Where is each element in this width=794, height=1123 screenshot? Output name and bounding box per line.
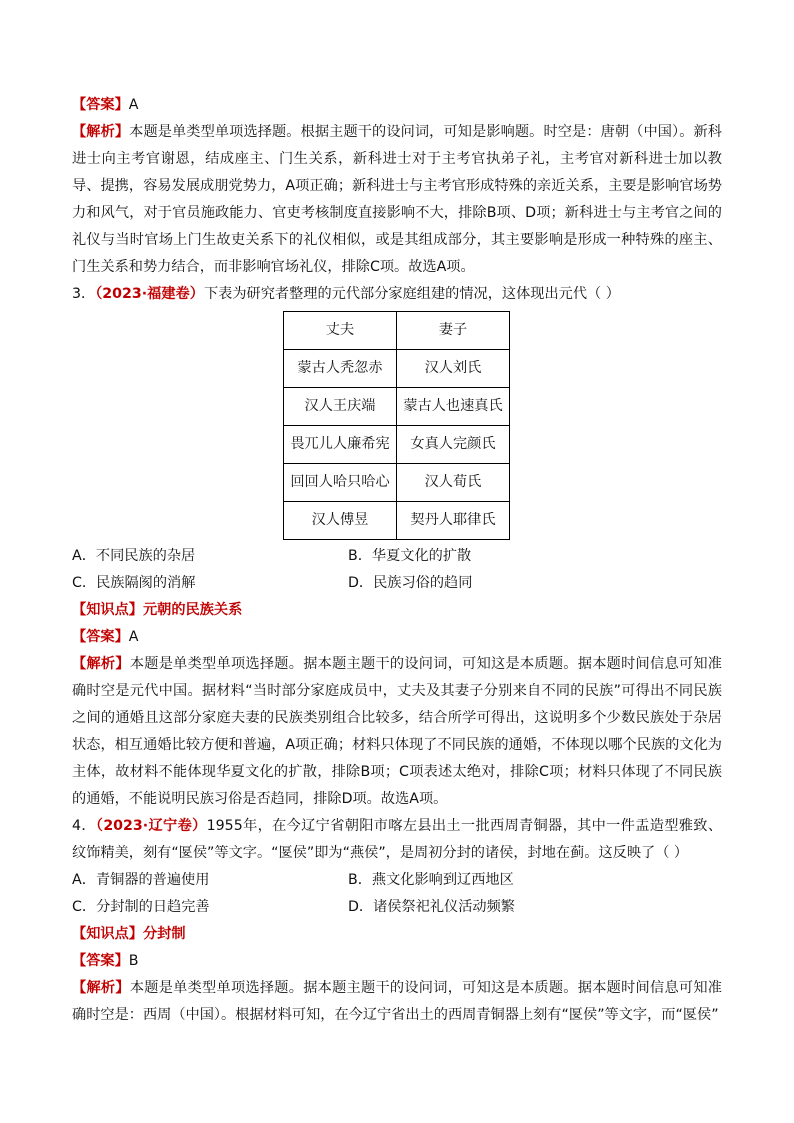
option-a: A．不同民族的杂居: [72, 548, 196, 564]
q2-answer: [72, 92, 722, 119]
cell-wife: 契丹人耶律氏: [397, 502, 510, 540]
q4-answer: [72, 948, 722, 975]
analysis-text: 本题是单类型单项选择题。根据主题干的设问词，可知是影响题。时空是：唐朝（中国）。新科进士向主考官谢恩，结成座主、门生关系，新科进士对于主考官执弟子礼，主考官对新科进士加以教导、提携，容易发展成朋党势力，A项正确；新科进士与主考官形成特殊的亲近关系，主要是影响官场势力和风气，对于官员施政能力、官吏考核制度直接影响不大，排除B项、D项；新科进士与主考官之间的礼仪与当时官场上门生故吏关系下的礼仪相似，或是其组成部分，其主要影响是形成一种特殊的座主、门生关系和势力结合，而非影响官场礼仪，排除C项。故选A项。: [72, 124, 722, 275]
option-c: C．民族隔阂的消解: [72, 575, 196, 591]
q4-knowledge: [72, 921, 722, 948]
answer-value: A: [128, 97, 139, 113]
cell-husband: 汉人傅昱: [284, 502, 397, 540]
q4-options: [72, 867, 722, 921]
q3-options: [72, 543, 722, 597]
option-a: A．青铜器的普遍使用: [72, 872, 210, 888]
table-row: [284, 388, 510, 426]
answer-value: A: [128, 629, 139, 645]
q2-analysis: [72, 119, 722, 281]
analysis-text: 本题是单类型单项选择题。据本题主题干的设问词，可知这是本质题。据本题时间信息可知准确时空是元代中国。据材料“当时部分家庭成员中，丈夫及其妻子分别来自不同的民族”可得出不同民族之间的通婚且这部分家庭夫妻的民族类别组合比较多，结合所学可得出，这说明多个少数民族处于杂居状态，相互通婚比较方便和普遍，A项正确；材料只体现了不同民族的通婚，不体现以哪个民族的文化为主体，故材料不能体现华夏文化的扩散，排除B项；C项表述太绝对，排除C项；材料只体现了不同民族的通婚，不能说明民族习俗是否趋同，排除D项。故选A项。: [72, 656, 722, 807]
header-wife: 妻子: [397, 312, 510, 350]
q4-analysis: [72, 975, 722, 1029]
answer-tag: 【答案】: [72, 97, 129, 113]
answer-tag: 【答案】: [72, 629, 129, 645]
cell-wife: 蒙古人也速真氏: [397, 388, 510, 426]
cell-husband: 汉人王庆端: [284, 388, 397, 426]
cell-husband: 畏兀儿人廉希宪: [284, 426, 397, 464]
question-stem: 下表为研究者整理的元代部分家庭组建的情况，这体现出元代（ ）: [203, 286, 620, 302]
table-row: [284, 426, 510, 464]
q4-stem: [72, 813, 722, 867]
option-d: D．民族习俗的趋同: [348, 575, 473, 591]
question-number: 4．: [72, 818, 96, 834]
cell-wife: 汉人荀氏: [397, 464, 510, 502]
answer-tag: 【答案】: [72, 953, 129, 969]
header-husband: 丈夫: [284, 312, 397, 350]
knowledge-tag: 【知识点】: [72, 602, 143, 618]
analysis-text: 本题是单类型单项选择题。据本题主题干的设问词，可知这是本质题。据本题时间信息可知准确时空是：西周（中国）。根据材料可知，在今辽宁省出土的西周青铜器上刻有“匽侯”等文字，而“匽侯”: [72, 980, 722, 1023]
knowledge-value: 分封制: [142, 926, 186, 942]
question-stem: 1955年，在今辽宁省朝阳市喀左县出土一批西周青铜器，其中一件盂造型雅致、纹饰精美，刻有“匽侯”等文字。“匽侯”即为“燕侯”，是周初分封的诸侯，封地在蓟。这反映了（ ）: [72, 818, 723, 861]
family-table: [283, 311, 510, 540]
cell-husband: 回回人哈只哈心: [284, 464, 397, 502]
option-b: B．燕文化影响到辽西地区: [348, 872, 514, 888]
question-source: （2023·辽宁卷）: [95, 818, 207, 834]
option-d: D．诸侯祭祀礼仪活动频繁: [348, 899, 515, 915]
knowledge-tag: 【知识点】: [72, 926, 143, 942]
q3-stem: [72, 281, 722, 308]
option-c: C．分封制的日趋完善: [72, 899, 210, 915]
option-b: B．华夏文化的扩散: [348, 548, 472, 564]
cell-wife: 汉人刘氏: [397, 350, 510, 388]
table-row: [284, 464, 510, 502]
table-row: [284, 350, 510, 388]
question-source: （2023·福建卷）: [95, 286, 204, 302]
table-header-row: [284, 312, 510, 350]
knowledge-value: 元朝的民族关系: [142, 602, 243, 618]
q3-knowledge: [72, 597, 722, 624]
answer-value: B: [128, 953, 139, 969]
q3-answer: [72, 624, 722, 651]
document-page: [72, 92, 722, 1029]
analysis-tag: 【解析】: [72, 124, 130, 140]
question-number: 3．: [72, 286, 96, 302]
table-row: [284, 502, 510, 540]
q3-analysis: [72, 651, 722, 813]
cell-husband: 蒙古人秃忽赤: [284, 350, 397, 388]
analysis-tag: 【解析】: [72, 656, 130, 672]
cell-wife: 女真人完颜氏: [397, 426, 510, 464]
analysis-tag: 【解析】: [72, 980, 130, 996]
